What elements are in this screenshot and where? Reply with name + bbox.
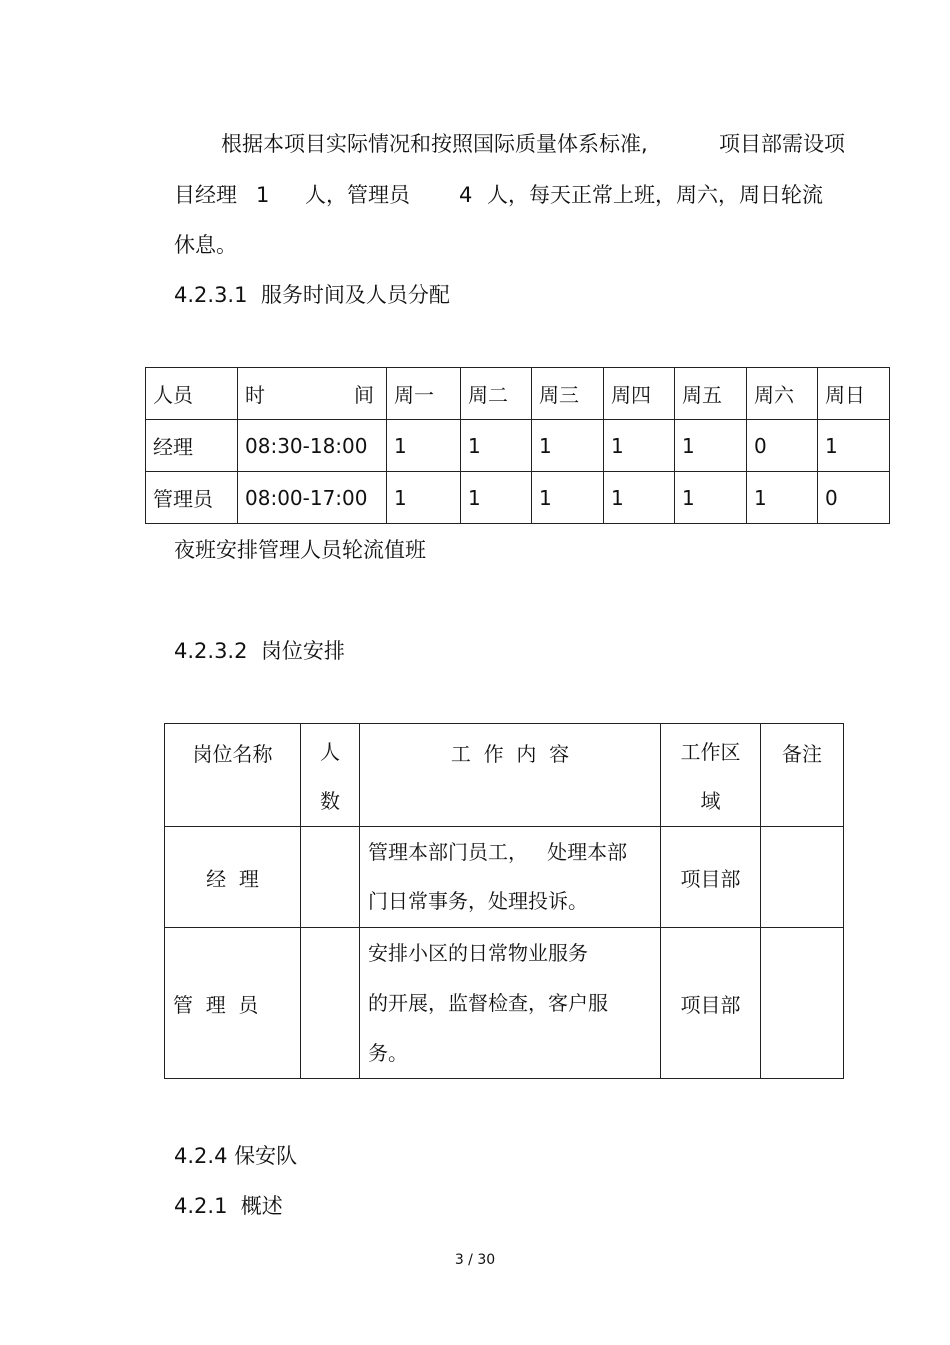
table-row (165, 827, 844, 928)
row-value: 1 (818, 420, 890, 472)
intro-line-2c: 人，每天正常上班，周六，周日轮流 (487, 183, 823, 207)
post-header-row (165, 724, 844, 827)
row-area: 项目部 (661, 827, 761, 928)
row-count (301, 827, 360, 928)
row-value: 1 (387, 472, 461, 524)
schedule-table (145, 367, 890, 524)
row-content-line: 门日常事务，处理投诉。 (368, 889, 588, 913)
header-day: 周六 (747, 368, 818, 420)
row-post: 管 理 员 (165, 928, 301, 1079)
intro-line-1b: 项目部需设项 (719, 132, 845, 156)
header-count (301, 724, 360, 827)
header-day: 周五 (675, 368, 747, 420)
header-time (238, 368, 387, 420)
row-value: 1 (675, 472, 747, 524)
header-area-a: 工作区 (680, 740, 741, 764)
header-area-b: 域 (700, 789, 721, 813)
header-post: 岗位名称 (165, 724, 301, 827)
header-day: 周二 (461, 368, 532, 420)
row-note (761, 928, 844, 1079)
table-row (146, 472, 890, 524)
row-content-line: 务。 (368, 1041, 408, 1065)
intro-line-1a: 根据本项目实际情况和按照国际质量体系标准, (221, 132, 648, 156)
night-shift-note: 夜班安排管理人员轮流值班 (174, 538, 426, 562)
row-count (301, 928, 360, 1079)
row-value: 1 (747, 472, 818, 524)
intro-line-3: 休息。 (174, 233, 237, 257)
table-row (146, 420, 890, 472)
row-content-line: 的开展，监督检查，客户服 (368, 991, 608, 1015)
header-count-b: 数 (320, 789, 340, 813)
row-note (761, 827, 844, 928)
row-value: 1 (675, 420, 747, 472)
page-number: 3 / 30 (454, 1252, 496, 1268)
row-time: 08:00-17:00 (238, 472, 387, 524)
table-row (165, 928, 844, 1079)
row-content (360, 928, 661, 1079)
row-value: 1 (532, 472, 604, 524)
row-value: 1 (461, 472, 532, 524)
header-time-a: 时 (245, 383, 265, 407)
header-day: 周四 (604, 368, 675, 420)
header-content: 工 作 内 容 (360, 724, 661, 827)
header-day: 周日 (818, 368, 890, 420)
intro-line-2-count-1: 1 (256, 183, 270, 207)
post-table (164, 723, 844, 1079)
row-value: 0 (818, 472, 890, 524)
header-area (661, 724, 761, 827)
row-post: 经 理 (165, 827, 301, 928)
section-heading-4232: 4.2.3.2 岗位安排 (174, 639, 345, 663)
schedule-header-row (146, 368, 890, 420)
row-value: 1 (461, 420, 532, 472)
header-count-a: 人 (320, 740, 340, 764)
row-person: 管理员 (146, 472, 238, 524)
row-time: 08:30-18:00 (238, 420, 387, 472)
row-value: 0 (747, 420, 818, 472)
row-area: 项目部 (661, 928, 761, 1079)
header-person: 人员 (146, 368, 238, 420)
header-day: 周一 (387, 368, 461, 420)
intro-line-2-count-2: 4 (459, 183, 473, 207)
header-time-b: 间 (354, 383, 374, 407)
intro-line-2a: 目经理 (174, 183, 237, 207)
row-content-line: 安排小区的日常物业服务 (368, 941, 588, 965)
intro-line-2b: 人，管理员 (305, 183, 410, 207)
header-note: 备注 (761, 724, 844, 827)
section-heading-421: 4.2.1 概述 (174, 1194, 283, 1218)
row-value: 1 (604, 420, 675, 472)
row-value: 1 (387, 420, 461, 472)
row-value: 1 (604, 472, 675, 524)
row-value: 1 (532, 420, 604, 472)
row-content (360, 827, 661, 928)
section-heading-4231: 4.2.3.1 服务时间及人员分配 (174, 283, 450, 307)
row-content-line: 管理本部门员工， 处理本部 (368, 840, 628, 864)
section-heading-424: 4.2.4 保安队 (174, 1144, 298, 1168)
row-person: 经理 (146, 420, 238, 472)
header-day: 周三 (532, 368, 604, 420)
